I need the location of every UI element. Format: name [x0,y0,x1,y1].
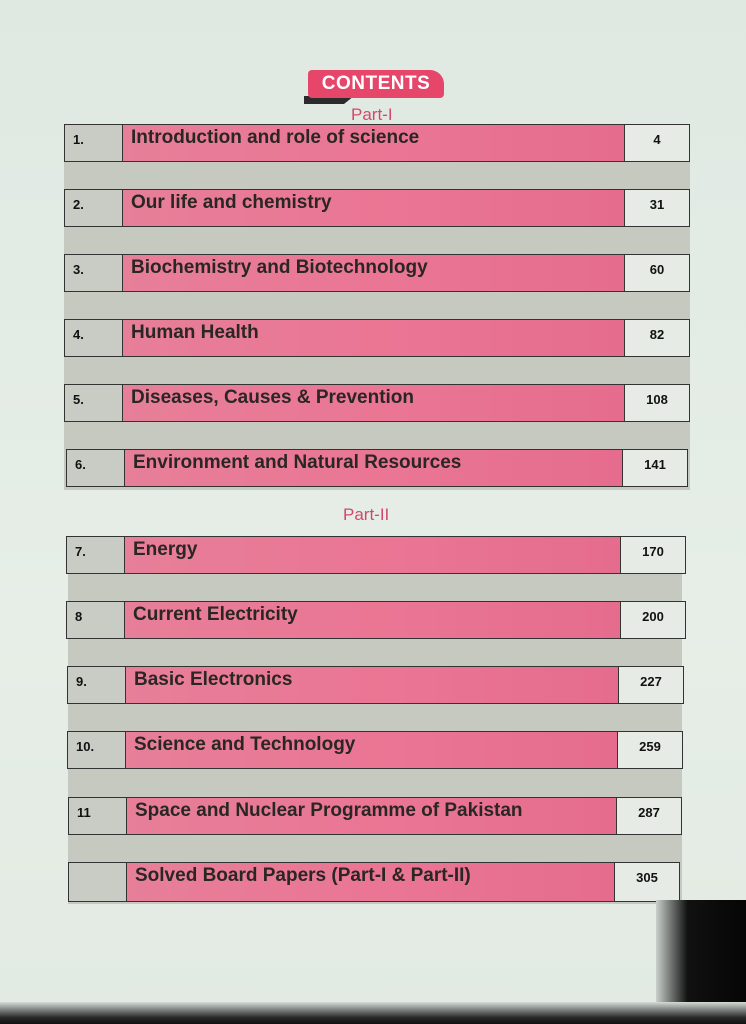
chapter-number: 3. [65,255,123,291]
page-number: 4 [625,125,689,161]
page-number: 60 [625,255,689,291]
toc-row[interactable] [64,384,690,422]
page-number: 31 [625,190,689,226]
chapter-number: 5. [65,385,123,421]
chapter-title: Energy [125,537,621,573]
chapter-title: Human Health [123,320,625,356]
page-number: 259 [618,732,682,768]
page-number: 82 [625,320,689,356]
chapter-number: 7. [67,537,125,573]
chapter-number: 2. [65,190,123,226]
page-number: 170 [621,537,685,573]
chapter-title: Our life and chemistry [123,190,625,226]
page-number: 305 [615,863,679,901]
toc-row[interactable] [67,666,684,704]
toc-row[interactable] [64,254,690,292]
chapter-number: 1. [65,125,123,161]
chapter-number: 11 [69,798,127,834]
toc-row[interactable] [68,862,680,902]
page-number: 141 [623,450,687,486]
chapter-number: 9. [68,667,126,703]
chapter-title: Biochemistry and Biotechnology [123,255,625,291]
chapter-number: 4. [65,320,123,356]
chapter-number: 8 [67,602,125,638]
chapter-number: 10. [68,732,126,768]
page-number: 227 [619,667,683,703]
page-number: 200 [621,602,685,638]
page-number: 108 [625,385,689,421]
chapter-title: Environment and Natural Resources [125,450,623,486]
toc-row[interactable] [66,449,688,487]
chapter-title: Diseases, Causes & Prevention [123,385,625,421]
toc-row[interactable] [66,536,686,574]
chapter-title: Space and Nuclear Programme of Pakistan [127,798,617,834]
contents-heading: CONTENTS [308,70,444,98]
chapter-title: Basic Electronics [126,667,619,703]
chapter-title: Introduction and role of science [123,125,625,161]
toc-row[interactable] [64,189,690,227]
chapter-number: 6. [67,450,125,486]
part-1-heading: Part-I [351,105,393,124]
toc-row[interactable] [67,731,683,769]
toc-row[interactable] [66,601,686,639]
scan-shadow-bottom [0,1002,746,1024]
toc-row[interactable] [68,797,682,835]
toc-row[interactable] [64,124,690,162]
chapter-title: Current Electricity [125,602,621,638]
toc-row[interactable] [64,319,690,357]
chapter-number [69,863,127,901]
page-number: 287 [617,798,681,834]
part-2-heading: Part-II [343,505,390,524]
chapter-title: Solved Board Papers (Part-I & Part-II) [127,863,615,901]
chapter-title: Science and Technology [126,732,618,768]
